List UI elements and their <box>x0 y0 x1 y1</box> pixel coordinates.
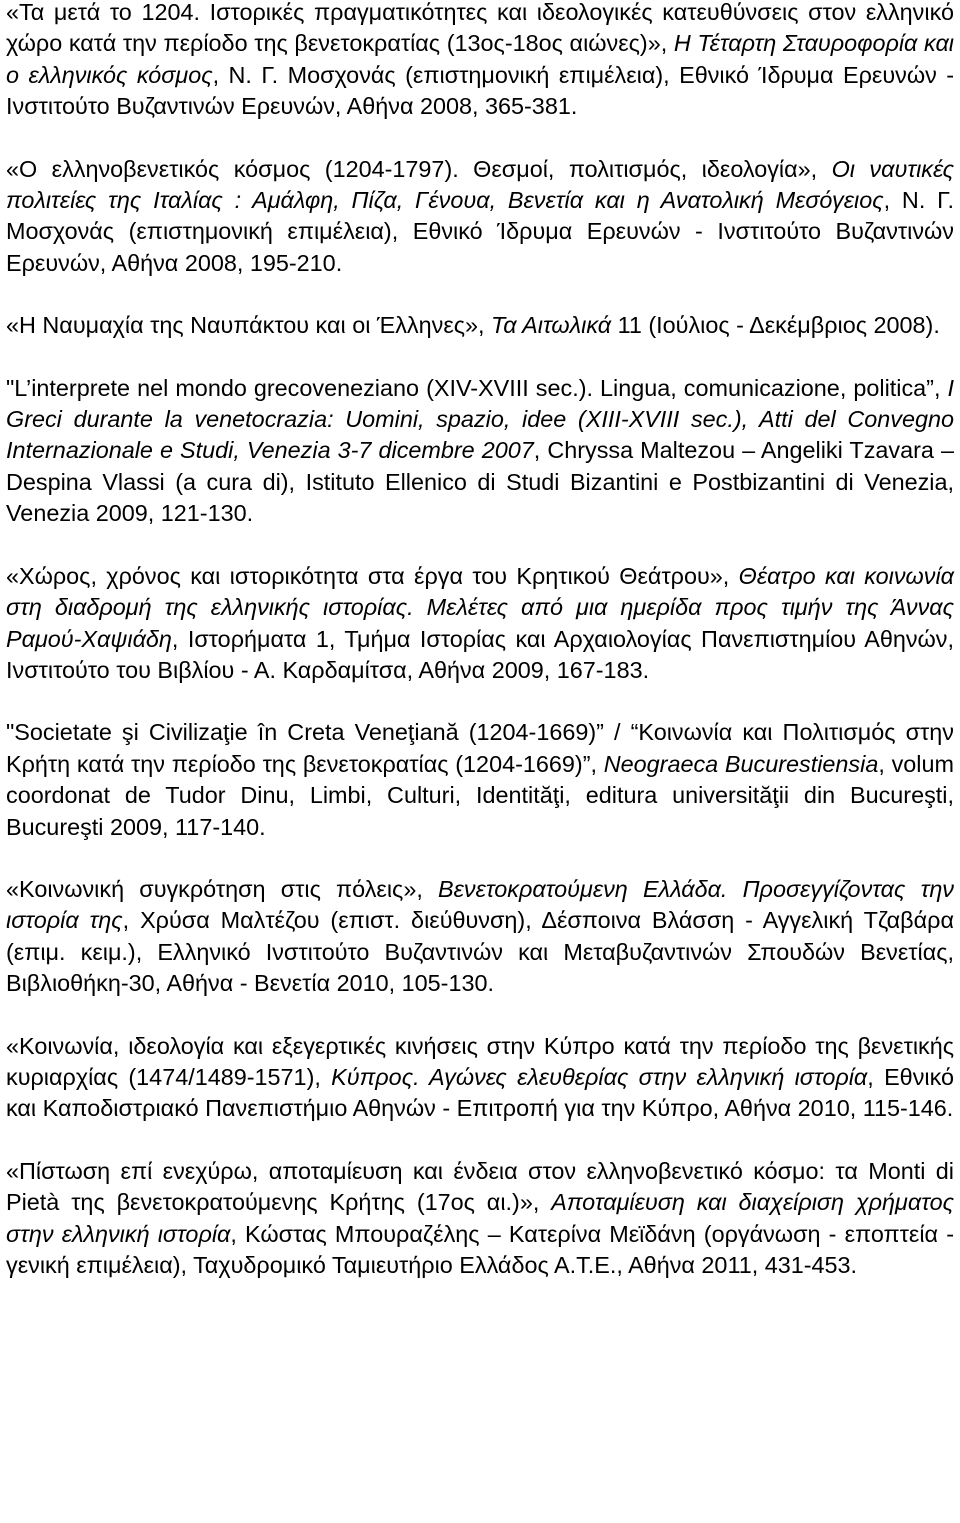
entry-text: , Ν. Γ. Μοσχονάς (επιστημονική επιμέλεια), Εθνικό Ίδρυμα Ερευνών - Ινστιτούτο Βυζαντινών Ερευνών, Αθήνα 2008, 365-381. <box>6 61 954 120</box>
bibliography-entry-2 <box>6 154 954 280</box>
entry-text: , Ν. Γ. Μοσχονάς (επιστημονική επιμέλεια), Εθνικό Ίδρυμα Ερευνών - Ινστιτούτο Βυζαντινών Ερευνών, Αθήνα 2008, 195-210. <box>6 187 954 276</box>
entry-text: «Τα μετά το 1204. Ιστορικές πραγματικότητες και ιδεολογικές κατευθύνσεις στον ελληνικό χώρο κατά την περίοδο της βενετοκρατίας (13ος-18ος αιώνες)», <box>6 0 954 57</box>
bibliography-entry-8 <box>6 1031 954 1125</box>
entry-title: Αποταμίευση και διαχείριση χρήματος στην ελληνική ιστορία <box>6 1189 954 1247</box>
entry-text: «Ο ελληνοβενετικός κόσμος (1204-1797). Θεσμοί, πολιτισμός, ιδεολογία», <box>6 155 832 182</box>
entry-text: «Πίστωση επί ενεχύρω, αποταμίευση και ένδεια στον ελληνοβενετικό κόσμο: τα Monti di Pietà της βενετοκρατούμενης Κρήτης (17ος αι.)», <box>6 1157 954 1216</box>
entry-text: , volum coordonat de Tudor Dinu, Limbi, Culturi, Identităţi, editura universităţii din Bucureşti, Bucureşti 2009, 117-140. <box>6 750 954 840</box>
bibliography-entry-5 <box>6 561 954 687</box>
entry-title: I Greci durante la venetocrazia: Uomini, spazio, idee (XIII-XVIII sec.), Atti del Convegno Internazionale e Studi, Venezia 3-7 dicembre 2007 <box>6 374 954 464</box>
bibliography-entry-7 <box>6 874 954 1000</box>
bibliography-entry-3 <box>6 310 954 341</box>
entry-text: «Κοινωνία, ιδεολογία και εξεγερτικές κινήσεις στην Κύπρο κατά την περίοδο της βενετικής κυριαρχίας (1474/1489-1571), <box>6 1032 954 1090</box>
entry-title: Θέατρο και κοινωνία στη διαδρομή της ελληνικής ιστορίας. Μελέτες από μια ημερίδα προς τιμήν της Άννας Ραμού-Χαψιάδη <box>6 562 954 652</box>
entry-text: , Εθνικό και Καποδιστριακό Πανεπιστήμιο Αθηνών - Επιτροπή για την Κύπρο, Αθήνα 2010, 115-146. <box>6 1063 954 1122</box>
entry-text: «Κοινωνική συγκρότηση στις πόλεις», <box>6 875 439 902</box>
entry-text: "L’interprete nel mondo grecoveneziano (XIV-XVIII sec.). Lingua, comunicazione, politica”, <box>6 374 948 401</box>
entry-text: , Κώστας Μπουραζέλης – Κατερίνα Μεϊδάνη (οργάνωση - εποπτεία - γενική επιμέλεια), Ταχυδρομικό Ταμιευτήριο Ελλάδος Α.Τ.Ε., Αθήνα 2011, 431-453. <box>6 1220 954 1278</box>
bibliography-entry-1 <box>6 0 954 123</box>
entry-text: «Χώρος, χρόνος και ιστορικότητα στα έργα του Κρητικού Θεάτρου», <box>6 562 739 589</box>
entry-title: Neograeca Bucurestiensia <box>603 750 879 777</box>
entry-text: «Η Ναυμαχία της Ναυπάκτου και οι Έλληνες», <box>6 312 492 339</box>
entry-text: , Χρύσα Μαλτέζου (επιστ. διεύθυνση), Δέσποινα Βλάσση - Αγγελική Τζαβάρα (επιμ. κειμ.), Ελληνικό Ινστιτούτο Βυζαντινών και Μεταβυζαντινών Σπουδών Βενετίας, Βιβλιοθήκη-30, Αθήνα - Βενετία 2010, 105-130. <box>6 907 954 997</box>
entry-text: "Societate şi Civilizaţie în Creta Veneţiană (1204-1669)” / “Κοινωνία και Πολιτισμός στην Κρήτη κατά την περίοδο της βενετοκρατίας (1204-1669)”, <box>6 719 954 777</box>
entry-text: , Ιστορήματα 1, Τμήμα Ιστορίας και Αρχαιολογίας Πανεπιστημίου Αθηνών, Ινστιτούτο του Βιβλίου - Α. Καρδαμίτσα, Αθήνα 2009, 167-183. <box>6 625 954 683</box>
entry-text: 11 (Ιούλιος - Δεκέμβριος 2008). <box>611 312 940 339</box>
bibliography-entry-6 <box>6 717 954 843</box>
bibliography-entry-9 <box>6 1156 954 1282</box>
entry-title: Η Τέταρτη Σταυροφορία και ο ελληνικός κόσμος <box>6 30 954 88</box>
entry-title: Κύπρος. Αγώνες ελευθερίας στην ελληνική ιστορία <box>331 1063 868 1090</box>
entry-title: Τα Αιτωλικά <box>491 312 612 339</box>
bibliography-entry-4 <box>6 373 954 530</box>
entry-title: Οι ναυτικές πολιτείες της Ιταλίας : Αμάλφη, Πίζα, Γένουα, Βενετία και η Ανατολική Μεσόγειος <box>6 155 954 214</box>
entry-title: Βενετοκρατούμενη Ελλάδα. Προσεγγίζοντας την ιστορία της <box>6 875 954 934</box>
entry-text: , Chryssa Maltezou – Angeliki Tzavara – Despina Vlassi (a cura di), Istituto Ellenico di Studi Bizantini e Postbizantini di Venezia, Venezia 2009, 121-130. <box>6 437 954 527</box>
